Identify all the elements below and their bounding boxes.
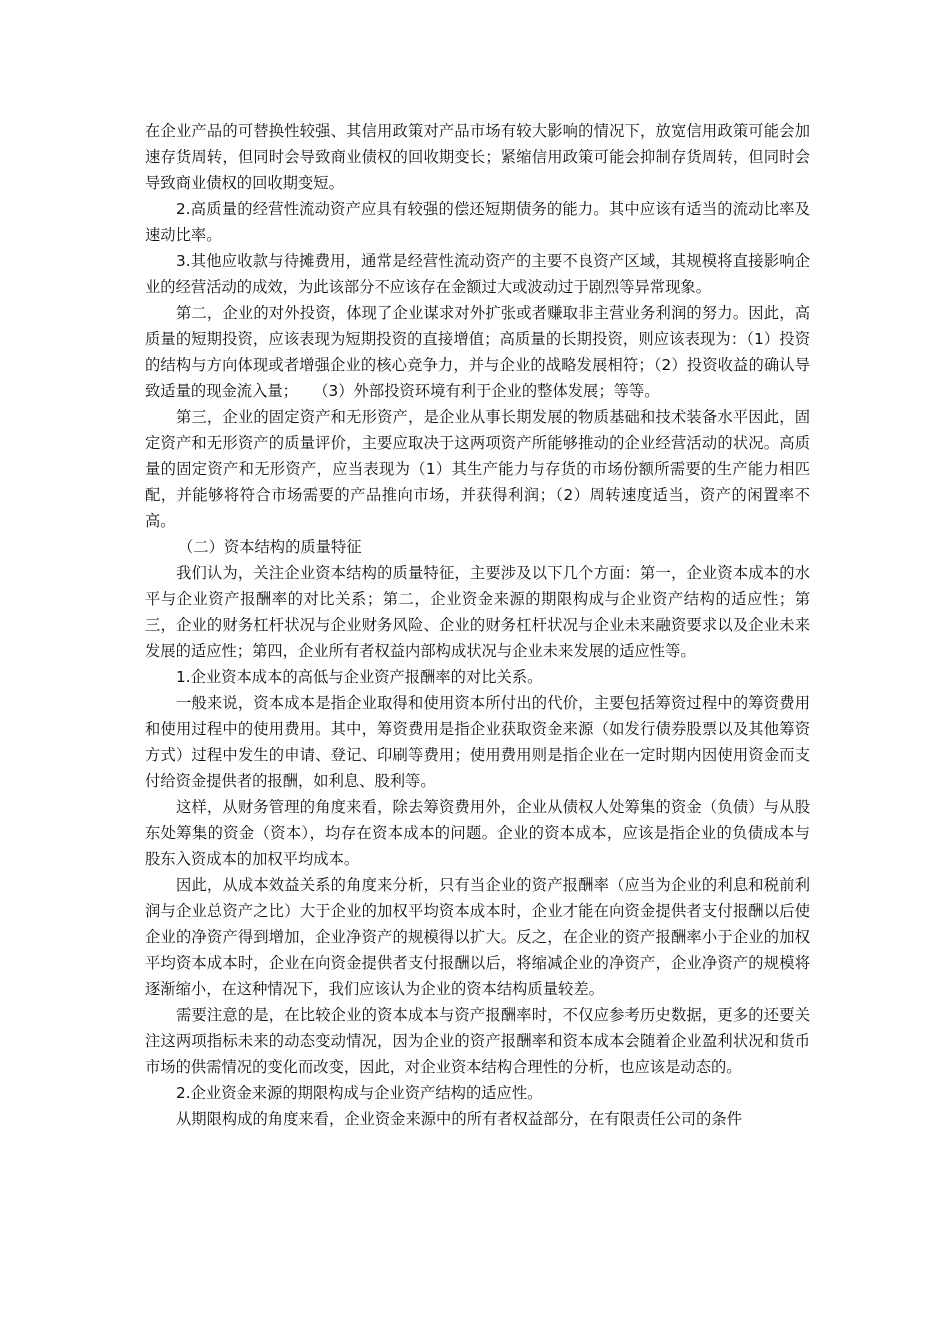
section-heading-capital-structure: （二）资本结构的质量特征 xyxy=(178,538,362,556)
subheading-funding-term-structure: 2.企业资金来源的期限构成与企业资产结构的适应性。 xyxy=(176,1084,543,1102)
document-page xyxy=(145,118,810,1132)
paragraph-fixed-intangible-assets: 第三，企业的固定资产和无形资产，是企业从事长期发展的物质基础和技术装备水平因此，固定资产和无形资产的质量评价，主要应取决于这两项资产所能够推动的企业经营活动的状况。高质量的固定资产和无形资产，应当表现为（1）其生产能力与存货的市场份额所需要的生产能力相匹配，并能够将符合市场需要的产品推向市场，并获得利润；（2）周转速度适当，资产的闲置率不高。 xyxy=(145,408,810,530)
paragraph-external-investment: 第二，企业的对外投资，体现了企业谋求对外扩张或者赚取非主营业务利润的努力。因此，高质量的短期投资，应该表现为短期投资的直接增值；高质量的长期投资，则应该表现为：（1）投资的结构与方向体现或者增强企业的核心竞争力，并与企业的战略发展相符；（2）投资收益的确认导致适量的现金流入量； （3）外部投资环境有利于企业的整体发展；等等。 xyxy=(145,304,810,400)
paragraph-dynamic-analysis: 需要注意的是，在比较企业的资本成本与资产报酬率时，不仅应参考历史数据，更多的还要关注这两项指标未来的动态变动情况，因为企业的资产报酬率和资本成本会随着企业盈利状况和货币市场的供需情况的变化而改变，因此，对企业资本结构合理性的分析，也应该是动态的。 xyxy=(145,1006,810,1076)
paragraph-capital-structure-overview: 我们认为，关注企业资本结构的质量特征，主要涉及以下几个方面：第一，企业资本成本的水平与企业资产报酬率的对比关系；第二，企业资金来源的期限构成与企业资产结构的适应性；第三，企业的财务杠杆状况与企业财务风险、企业的财务杠杆状况与企业未来融资要求以及企业未来发展的适应性；第四，企业所有者权益内部构成状况与企业未来发展的适应性等。 xyxy=(145,564,810,660)
subheading-cost-of-capital: 1.企业资本成本的高低与企业资产报酬率的对比关系。 xyxy=(176,668,543,686)
paragraph-weighted-average-cost: 这样，从财务管理的角度来看，除去筹资费用外，企业从债权人处筹集的资金（负债）与从股东处筹集的资金（资本），均存在资本成本的问题。企业的资本成本，应该是指企业的负债成本与股东入资成本的加权平均成本。 xyxy=(145,798,810,868)
paragraph-current-assets-solvency: 2.高质量的经营性流动资产应具有较强的偿还短期债务的能力。其中应该有适当的流动比率及速动比率。 xyxy=(145,200,810,244)
paragraph-return-vs-cost: 因此，从成本效益关系的角度来分析，只有当企业的资产报酬率（应当为企业的利息和税前利润与企业总资产之比）大于企业的加权平均资本成本时，企业才能在向资金提供者支付报酬以后使企业的净资产得到增加，企业净资产的规模得以扩大。反之，在企业的资产报酬率小于企业的加权平均资本成本时，企业在向资金提供者支付报酬以后，将缩减企业的净资产，企业净资产的规模将逐渐缩小，在这种情况下，我们应该认为企业的资本结构质量较差。 xyxy=(145,876,810,998)
paragraph-other-receivables: 3.其他应收款与待摊费用，通常是经营性流动资产的主要不良资产区域，其规模将直接影响企业的经营活动的成效，为此该部分不应该存在金额过大或波动过于剧烈等异常现象。 xyxy=(145,252,810,296)
paragraph-cost-of-capital-definition: 一般来说，资本成本是指企业取得和使用资本所付出的代价，主要包括筹资过程中的筹资费用和使用过程中的使用费用。其中，筹资费用是指企业获取资金来源（如发行债券股票以及其他筹资方式）过程中发生的申请、登记、印刷等费用；使用费用则是指企业在一定时期内因使用资金而支付给资金提供者的报酬，如利息、股利等。 xyxy=(145,694,810,790)
paragraph-term-structure: 从期限构成的角度来看，企业资金来源中的所有者权益部分，在有限责任公司的条件 xyxy=(176,1110,742,1128)
paragraph-credit-policy: 在企业产品的可替换性较强、其信用政策对产品市场有较大影响的情况下，放宽信用政策可能会加速存货周转，但同时会导致商业债权的回收期变长；紧缩信用政策可能会抑制存货周转，但同时会导致商业债权的回收期变短。 xyxy=(145,122,810,192)
